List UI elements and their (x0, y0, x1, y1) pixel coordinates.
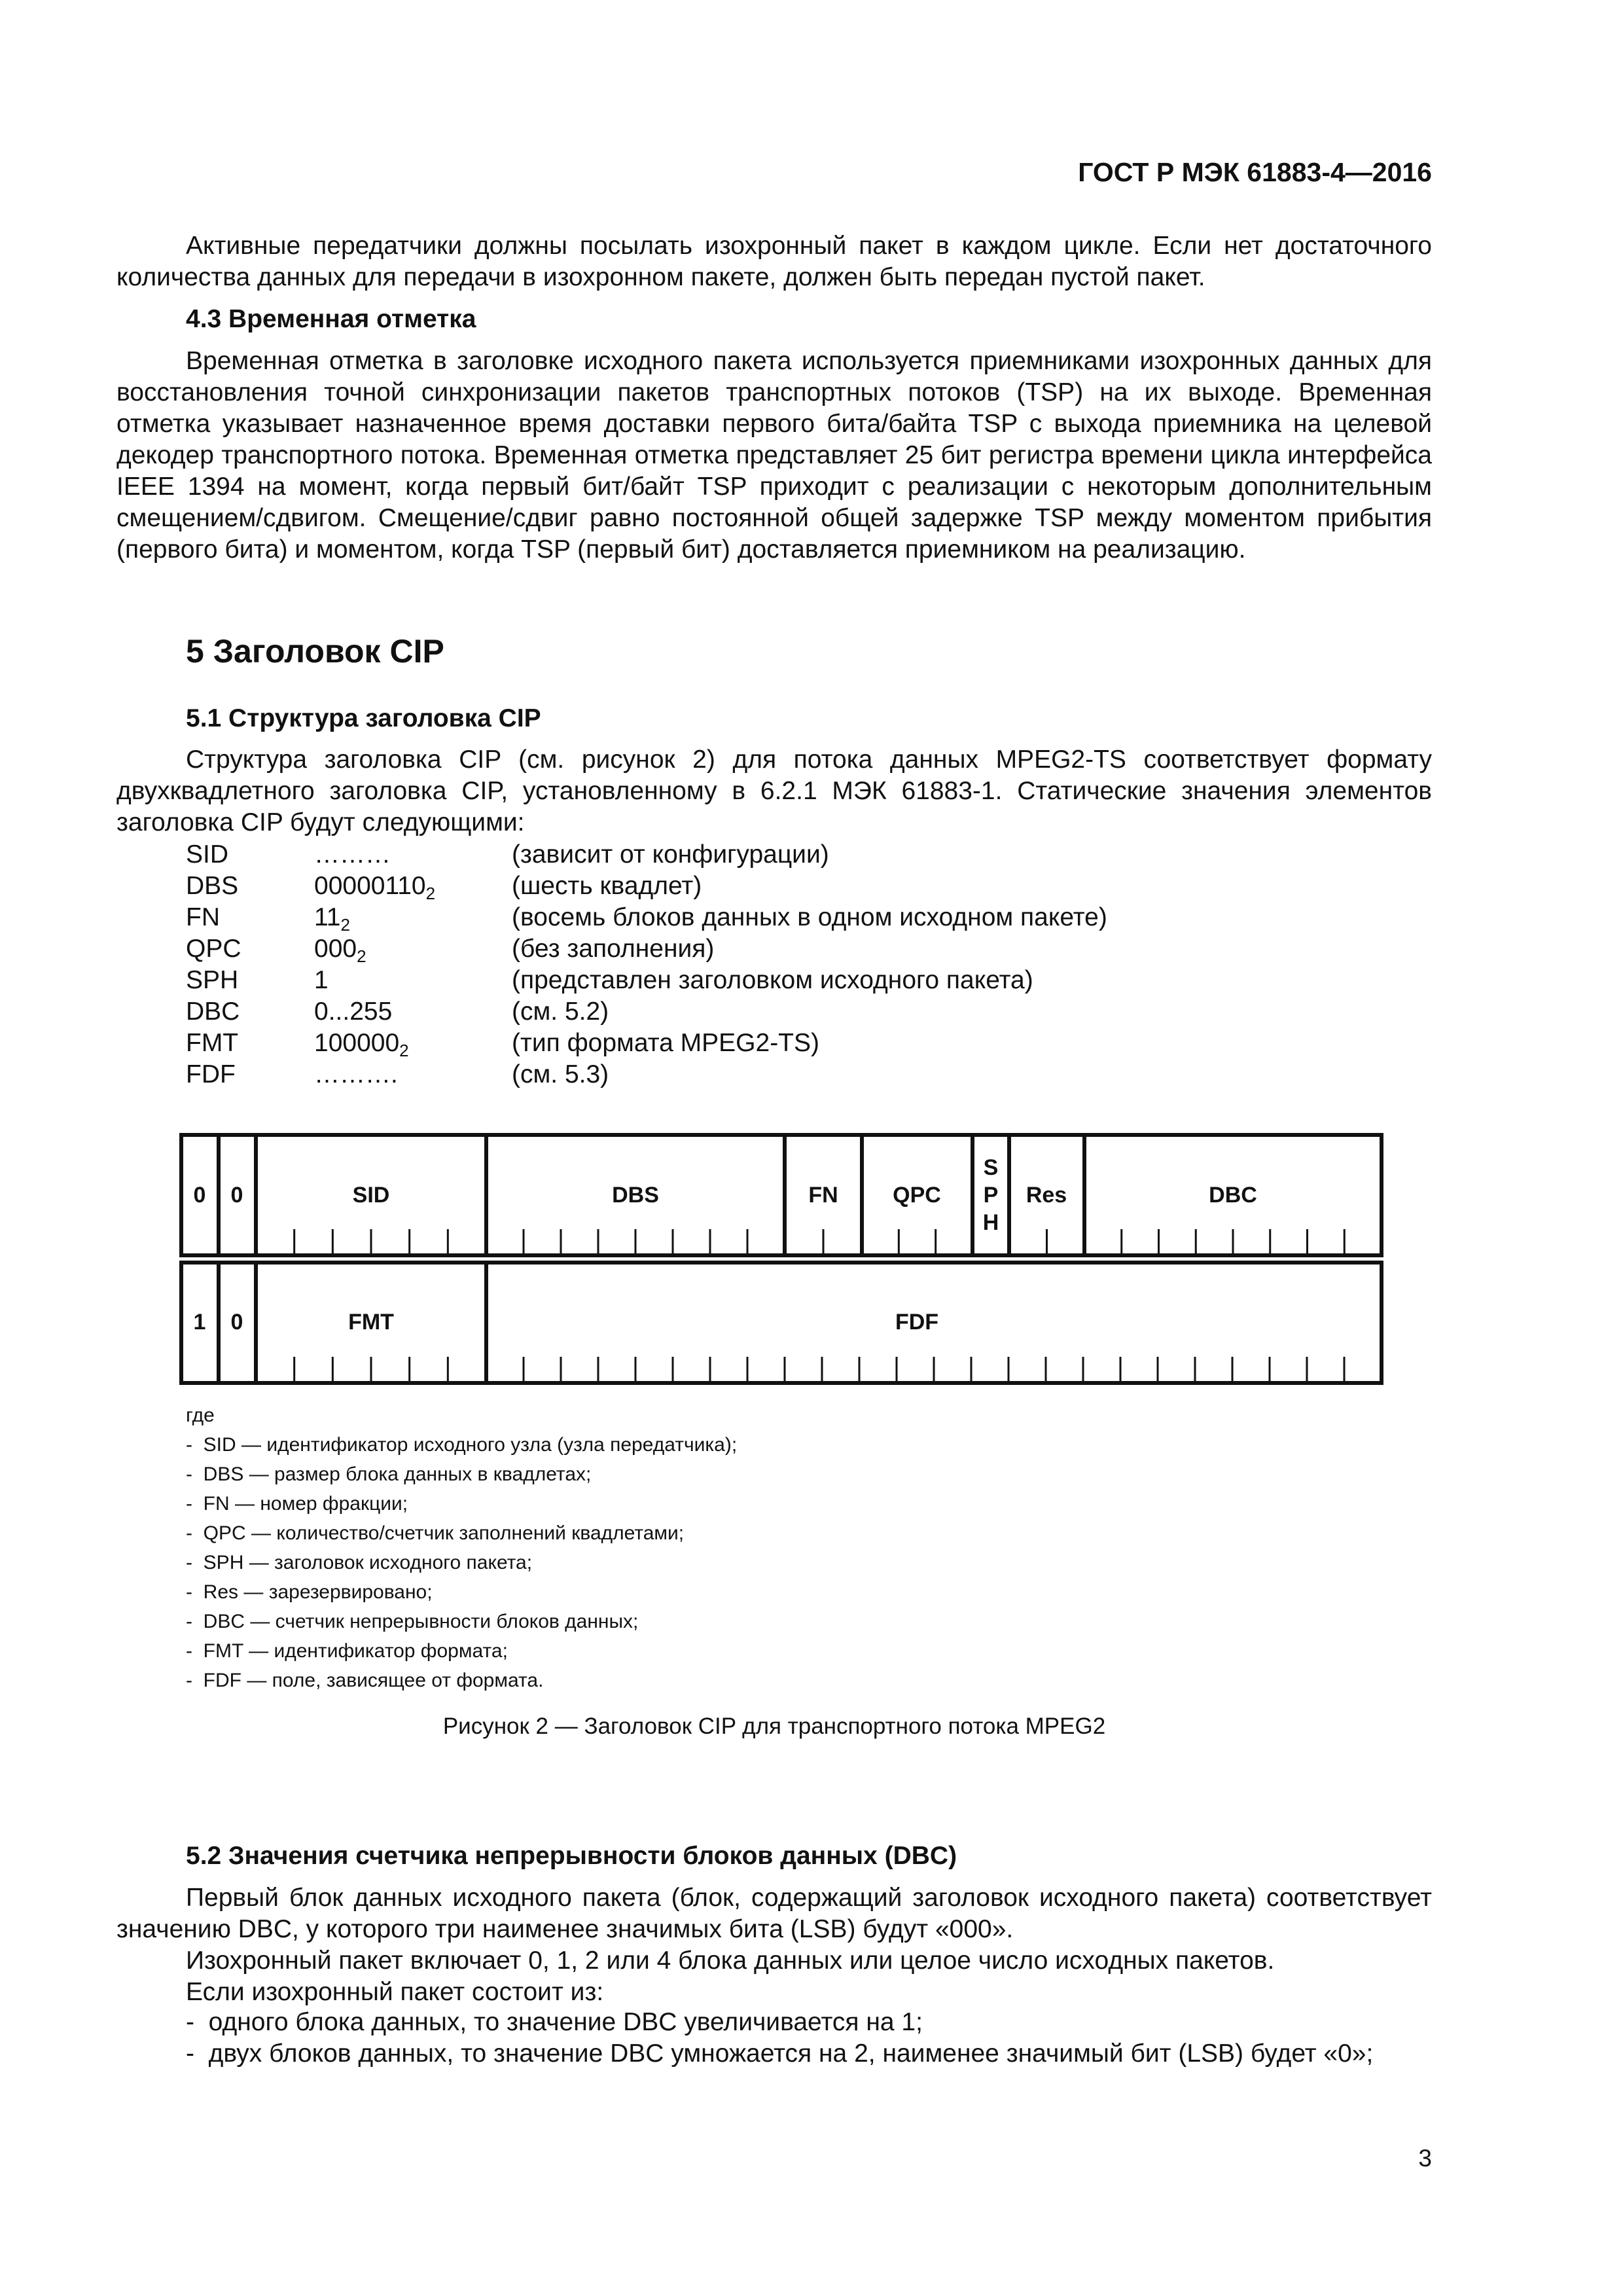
legend-item: - Res — зарезервировано; (186, 1581, 433, 1603)
bullet-item: - одного блока данных, то значение DBC увеличивается на 1; (186, 2008, 923, 2036)
figure-caption: Рисунок 2 — Заголовок CIP для транспортного потока MPEG2 (442, 1713, 1106, 1739)
legend-item: - FDF — поле, зависящее от формата. (186, 1670, 544, 1691)
section-5-2-heading: 5.2 Значения счетчика непрерывности блоков данных (DBC) (186, 1842, 957, 1870)
cip-header-diagram (179, 1133, 1383, 1388)
static-value-row (186, 870, 1107, 902)
radix-subscript: 2 (425, 884, 436, 903)
field-value-text: 00000110 (314, 872, 426, 900)
section-5-heading: 5 Заголовок CIP (186, 633, 444, 670)
field-value-text: 000 (314, 935, 357, 963)
field-value-text: 11 (314, 903, 341, 931)
field-comment: (зависит от конфигурации) (512, 840, 829, 869)
sid-field: SID (352, 1183, 390, 1208)
field-comment: (шесть квадлет) (512, 872, 702, 900)
sph-letter-h: H (982, 1210, 999, 1235)
legend-item: - FN — номер фракции; (186, 1493, 408, 1515)
section-4-3-heading: 4.3 Временная отметка (186, 305, 476, 333)
dbc-field: DBC (1209, 1183, 1257, 1208)
row1-bit0: 0 (193, 1183, 206, 1208)
field-name: FN (186, 903, 220, 931)
field-value (314, 933, 512, 965)
field-comment: (без заполнения) (512, 935, 715, 963)
legend-item: - QPC — количество/счетчик заполнений квадлетами; (186, 1522, 685, 1544)
static-value-row (186, 902, 1107, 933)
res-field: Res (1026, 1183, 1067, 1208)
section-4-3-paragraph: Временная отметка в заголовке исходного пакета используется приемниками изохронных данных для восстановления точной синхронизации пакетов транспортных потоков (TSP) на их выходе. Временная отметка указывает назначенное время доставки первого бита/байта TSP с выхода приемника на целевой декодер транспортного потока. Временная отметка представляет 25 бит регистра времени цикла интерфейса IEEE 1394 на момент, когда первый бит/байт TSP приходит с реализации с некоторым дополнительным смещением/сдвигом. Смещение/сдвиг равно постоянной общей задержке TSP между моментом прибытия (первого бита) и моментом, когда TSP (первый бит) доставляется приемником на реализацию. (116, 347, 1432, 564)
static-values-table (186, 839, 1107, 1090)
field-value (314, 870, 512, 902)
legend-item: - SID — идентификатор исходного узла (узла передатчика); (186, 1434, 738, 1456)
page-number: 3 (1418, 2145, 1432, 2172)
fdf-field: FDF (895, 1310, 939, 1335)
field-name: FDF (186, 1060, 236, 1088)
sph-letter-s: S (983, 1155, 999, 1180)
field-value-text: 1 (314, 966, 329, 994)
field-name: SID (186, 840, 229, 869)
section-5-1-paragraph: Структура заголовка CIP (см. рисунок 2) для потока данных MPEG2-TS соответствует формату двухквадлетного заголовка CIP, установленному в 6.2.1 МЭК 61883-1. Статические значения элементов заголовка CIP будут следующими: (116, 745, 1432, 836)
radix-subscript: 2 (399, 1041, 409, 1060)
field-comment: (см. 5.3) (512, 1060, 609, 1088)
field-value-text: 100000 (314, 1029, 400, 1057)
section-5-1-heading: 5.1 Структура заголовка CIP (186, 704, 541, 732)
field-value (314, 996, 512, 1028)
legend-item: - DBS — размер блока данных в квадлетах; (186, 1463, 592, 1485)
field-value-text: 0...255 (314, 997, 393, 1026)
field-value-text: ………. (314, 1060, 398, 1088)
static-value-row (186, 996, 1107, 1028)
field-value (314, 902, 512, 933)
field-value (314, 965, 512, 996)
bullet-item: - двух блоков данных, то значение DBC умножается на 2, наименее значимый бит (LSB) будет «0»; (186, 2039, 1374, 2068)
radix-subscript: 2 (357, 946, 366, 966)
field-value-text: ……… (314, 840, 391, 869)
radix-subscript: 2 (340, 915, 350, 935)
field-comment: (тип формата MPEG2-TS) (512, 1029, 819, 1057)
field-name: QPC (186, 935, 241, 963)
static-value-row (186, 1059, 1107, 1090)
legend-block (186, 1401, 737, 1695)
intro-paragraph: Активные передатчики должны посылать изохронный пакет в каждом цикле. Если нет достаточного количества данных для передачи в изохронном пакете, должен быть передан пустой пакет. (116, 232, 1432, 291)
bit-tick-marks (294, 1229, 1345, 1383)
dbs-field: DBS (612, 1183, 659, 1208)
static-value-row (186, 965, 1107, 996)
section-5-2-paragraph-3: Если изохронный пакет состоит из: (186, 1978, 604, 2006)
field-name: DBS (186, 872, 239, 900)
section-5-2-paragraph-2: Изохронный пакет включает 0, 1, 2 или 4 блока данных или целое число исходных пакетов. (186, 1946, 1275, 1975)
field-comment: (см. 5.2) (512, 997, 609, 1026)
field-comment: (представлен заголовком исходного пакета) (512, 966, 1033, 994)
static-value-row (186, 1028, 1107, 1059)
section-5-2-bullets (186, 2007, 1373, 2070)
field-value (314, 1059, 512, 1090)
field-name: DBC (186, 997, 240, 1026)
field-comment: (восемь блоков данных в одном исходном пакете) (512, 903, 1107, 931)
field-value (314, 839, 512, 870)
field-name: SPH (186, 966, 239, 994)
static-value-row (186, 933, 1107, 965)
qpc-field: QPC (893, 1183, 941, 1208)
section-5-2-paragraph-1: Первый блок данных исходного пакета (блок, содержащий заголовок исходного пакета) соответствует значению DBC, у которого три наименее значимых бита (LSB) будут «000». (116, 1884, 1432, 1943)
field-name: FMT (186, 1029, 239, 1057)
fn-field: FN (808, 1183, 838, 1208)
legend-intro: где (186, 1405, 215, 1426)
row2-bit1: 0 (230, 1310, 243, 1335)
fmt-field: FMT (348, 1310, 394, 1335)
sph-letter-p: P (983, 1183, 999, 1208)
field-value (314, 1028, 512, 1059)
static-value-row (186, 839, 1107, 870)
row2-bit0: 1 (193, 1310, 206, 1335)
legend-item: - FMT — идентификатор формата; (186, 1640, 508, 1662)
row1-bit1: 0 (230, 1183, 243, 1208)
legend-list (186, 1430, 737, 1695)
standard-designation: ГОСТ Р МЭК 61883-4—2016 (1078, 157, 1432, 187)
legend-item: - SPH — заголовок исходного пакета; (186, 1552, 533, 1573)
legend-item: - DBC — счетчик непрерывности блоков данных; (186, 1611, 639, 1632)
